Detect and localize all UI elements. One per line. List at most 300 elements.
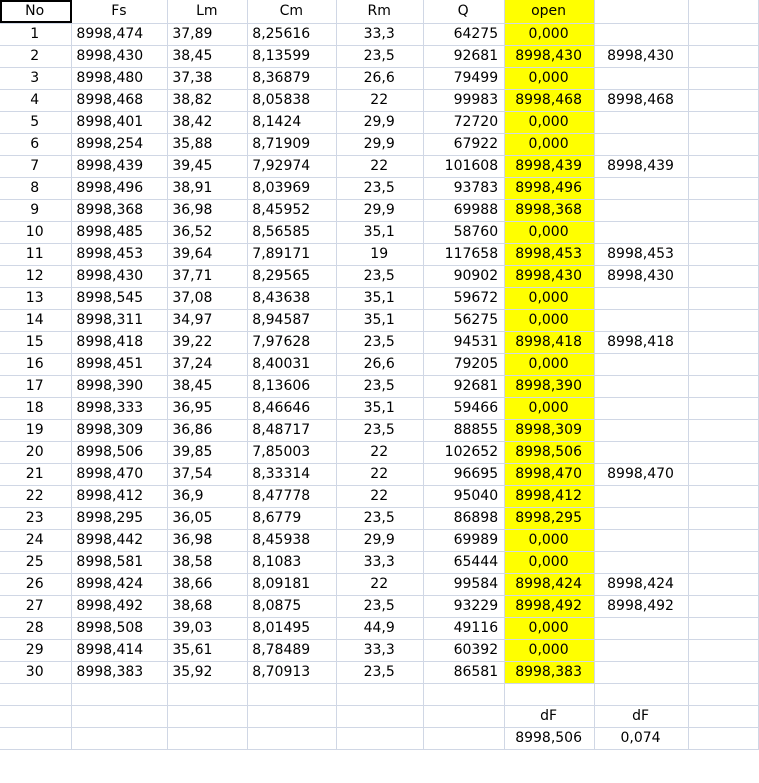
cell-lm[interactable]: 36,95 (168, 397, 248, 419)
cell-fs[interactable]: 8998,383 (72, 661, 168, 683)
cell-empty[interactable] (0, 683, 72, 705)
cell-extra[interactable] (595, 617, 689, 639)
cell-extra[interactable] (595, 133, 689, 155)
cell-blank[interactable] (689, 133, 759, 155)
cell-lm[interactable]: 37,38 (168, 67, 248, 89)
cell-no[interactable]: 9 (0, 199, 72, 221)
cell-blank[interactable] (689, 199, 759, 221)
cell-extra[interactable] (595, 551, 689, 573)
cell-open[interactable]: 8998,468 (505, 89, 595, 111)
cell-fs[interactable]: 8998,309 (72, 419, 168, 441)
cell-open[interactable]: 0,000 (505, 23, 595, 45)
cell-rm[interactable]: 29,9 (337, 133, 424, 155)
cell-q[interactable]: 90902 (424, 265, 505, 287)
cell-lm[interactable]: 39,22 (168, 331, 248, 353)
cell-fs[interactable]: 8998,430 (72, 45, 168, 67)
cell-fs[interactable]: 8998,442 (72, 529, 168, 551)
cell-no[interactable]: 23 (0, 507, 72, 529)
cell-extra[interactable]: 8998,418 (595, 331, 689, 353)
cell-cm[interactable]: 8,71909 (248, 133, 337, 155)
cell-fs[interactable]: 8998,424 (72, 573, 168, 595)
cell-lm[interactable]: 38,82 (168, 89, 248, 111)
cell-fs[interactable]: 8998,390 (72, 375, 168, 397)
cell-empty[interactable] (248, 727, 337, 749)
cell-empty[interactable] (424, 705, 505, 727)
cell-open[interactable]: 8998,383 (505, 661, 595, 683)
cell-blank[interactable] (689, 265, 759, 287)
cell-no[interactable]: 13 (0, 287, 72, 309)
cell-extra[interactable] (595, 353, 689, 375)
cell-fs[interactable]: 8998,295 (72, 507, 168, 529)
cell-cm[interactable]: 8,6779 (248, 507, 337, 529)
cell-fs[interactable]: 8998,492 (72, 595, 168, 617)
cell-q[interactable]: 102652 (424, 441, 505, 463)
cell-open[interactable]: 0,000 (505, 133, 595, 155)
cell-rm[interactable]: 23,5 (337, 177, 424, 199)
cell-blank[interactable] (689, 45, 759, 67)
cell-open[interactable]: 0,000 (505, 287, 595, 309)
cell-rm[interactable]: 23,5 (337, 661, 424, 683)
cell-rm[interactable]: 22 (337, 485, 424, 507)
cell-extra[interactable]: 8998,439 (595, 155, 689, 177)
cell-extra[interactable] (595, 67, 689, 89)
cell-extra[interactable] (595, 287, 689, 309)
cell-no[interactable]: 29 (0, 639, 72, 661)
cell-blank[interactable] (689, 67, 759, 89)
cell-rm[interactable]: 23,5 (337, 331, 424, 353)
cell-blank[interactable] (689, 287, 759, 309)
cell-q[interactable]: 92681 (424, 375, 505, 397)
cell-rm[interactable]: 26,6 (337, 353, 424, 375)
cell-extra[interactable] (595, 529, 689, 551)
cell-lm[interactable]: 37,89 (168, 23, 248, 45)
cell-cm[interactable]: 7,97628 (248, 331, 337, 353)
cell-cm[interactable]: 8,70913 (248, 661, 337, 683)
cell-open[interactable]: 8998,390 (505, 375, 595, 397)
cell-empty[interactable] (168, 705, 248, 727)
cell-no[interactable]: 1 (0, 23, 72, 45)
cell-q[interactable]: 79499 (424, 67, 505, 89)
cell-rm[interactable]: 33,3 (337, 23, 424, 45)
cell-no[interactable]: 15 (0, 331, 72, 353)
cell-blank[interactable] (689, 177, 759, 199)
cell-open[interactable]: 8998,412 (505, 485, 595, 507)
cell-cm[interactable]: 8,45952 (248, 199, 337, 221)
cell-blank[interactable] (689, 551, 759, 573)
cell-extra[interactable] (595, 661, 689, 683)
cell-empty[interactable] (689, 727, 759, 749)
cell-open[interactable]: 0,000 (505, 397, 595, 419)
cell-rm[interactable]: 22 (337, 89, 424, 111)
cell-lm[interactable]: 36,52 (168, 221, 248, 243)
header-cell-open[interactable]: open (505, 0, 595, 23)
cell-extra[interactable] (595, 397, 689, 419)
cell-lm[interactable]: 37,54 (168, 463, 248, 485)
cell-blank[interactable] (689, 89, 759, 111)
cell-open[interactable]: 8998,439 (505, 155, 595, 177)
cell-extra[interactable]: 8998,468 (595, 89, 689, 111)
cell-rm[interactable]: 23,5 (337, 45, 424, 67)
cell-blank[interactable] (689, 397, 759, 419)
cell-no[interactable]: 4 (0, 89, 72, 111)
cell-blank[interactable] (689, 661, 759, 683)
cell-lm[interactable]: 38,68 (168, 595, 248, 617)
cell-lm[interactable]: 36,86 (168, 419, 248, 441)
cell-cm[interactable]: 8,03969 (248, 177, 337, 199)
summary-value-open[interactable]: 8998,506 (505, 727, 595, 749)
cell-extra[interactable] (595, 309, 689, 331)
cell-lm[interactable]: 37,24 (168, 353, 248, 375)
cell-rm[interactable]: 44,9 (337, 617, 424, 639)
cell-cm[interactable]: 8,78489 (248, 639, 337, 661)
cell-cm[interactable]: 8,1083 (248, 551, 337, 573)
cell-rm[interactable]: 26,6 (337, 67, 424, 89)
cell-open[interactable]: 0,000 (505, 529, 595, 551)
cell-no[interactable]: 28 (0, 617, 72, 639)
cell-open[interactable]: 8998,470 (505, 463, 595, 485)
cell-q[interactable]: 101608 (424, 155, 505, 177)
cell-open[interactable]: 8998,430 (505, 265, 595, 287)
cell-rm[interactable]: 29,9 (337, 199, 424, 221)
cell-open[interactable]: 0,000 (505, 67, 595, 89)
cell-q[interactable]: 64275 (424, 23, 505, 45)
cell-q[interactable]: 88855 (424, 419, 505, 441)
cell-cm[interactable]: 8,05838 (248, 89, 337, 111)
cell-q[interactable]: 94531 (424, 331, 505, 353)
cell-q[interactable]: 72720 (424, 111, 505, 133)
cell-extra[interactable]: 8998,424 (595, 573, 689, 595)
cell-lm[interactable]: 38,42 (168, 111, 248, 133)
cell-extra[interactable] (595, 375, 689, 397)
cell-lm[interactable]: 36,05 (168, 507, 248, 529)
cell-fs[interactable]: 8998,453 (72, 243, 168, 265)
cell-blank[interactable] (689, 463, 759, 485)
cell-empty[interactable] (505, 683, 595, 705)
header-cell-rm[interactable]: Rm (337, 0, 424, 23)
cell-cm[interactable]: 7,89171 (248, 243, 337, 265)
cell-extra[interactable] (595, 419, 689, 441)
cell-q[interactable]: 79205 (424, 353, 505, 375)
cell-blank[interactable] (689, 507, 759, 529)
cell-fs[interactable]: 8998,468 (72, 89, 168, 111)
cell-fs[interactable]: 8998,254 (72, 133, 168, 155)
cell-rm[interactable]: 22 (337, 441, 424, 463)
cell-q[interactable]: 99584 (424, 573, 505, 595)
cell-q[interactable]: 69989 (424, 529, 505, 551)
cell-no[interactable]: 3 (0, 67, 72, 89)
cell-lm[interactable]: 38,58 (168, 551, 248, 573)
cell-cm[interactable]: 8,45938 (248, 529, 337, 551)
cell-rm[interactable]: 23,5 (337, 265, 424, 287)
cell-empty[interactable] (337, 683, 424, 705)
cell-blank[interactable] (689, 23, 759, 45)
cell-no[interactable]: 18 (0, 397, 72, 419)
cell-q[interactable]: 93229 (424, 595, 505, 617)
cell-no[interactable]: 25 (0, 551, 72, 573)
cell-q[interactable]: 58760 (424, 221, 505, 243)
cell-open[interactable]: 8998,418 (505, 331, 595, 353)
cell-extra[interactable] (595, 639, 689, 661)
cell-blank[interactable] (689, 331, 759, 353)
cell-blank[interactable] (689, 617, 759, 639)
cell-no[interactable]: 12 (0, 265, 72, 287)
cell-no[interactable]: 26 (0, 573, 72, 595)
cell-blank[interactable] (689, 309, 759, 331)
cell-blank[interactable] (689, 221, 759, 243)
cell-fs[interactable]: 8998,545 (72, 287, 168, 309)
header-cell-blank[interactable] (689, 0, 759, 23)
cell-rm[interactable]: 23,5 (337, 595, 424, 617)
cell-empty[interactable] (0, 705, 72, 727)
cell-empty[interactable] (72, 727, 168, 749)
cell-no[interactable]: 22 (0, 485, 72, 507)
cell-blank[interactable] (689, 155, 759, 177)
header-cell-q[interactable]: Q (424, 0, 505, 23)
cell-no[interactable]: 7 (0, 155, 72, 177)
cell-extra[interactable] (595, 441, 689, 463)
cell-empty[interactable] (337, 705, 424, 727)
cell-open[interactable]: 0,000 (505, 617, 595, 639)
cell-extra[interactable] (595, 221, 689, 243)
cell-rm[interactable]: 35,1 (337, 309, 424, 331)
cell-fs[interactable]: 8998,451 (72, 353, 168, 375)
cell-cm[interactable]: 8,36879 (248, 67, 337, 89)
cell-fs[interactable]: 8998,581 (72, 551, 168, 573)
cell-open[interactable]: 8998,424 (505, 573, 595, 595)
cell-lm[interactable]: 35,88 (168, 133, 248, 155)
cell-no[interactable]: 2 (0, 45, 72, 67)
cell-q[interactable]: 117658 (424, 243, 505, 265)
cell-extra[interactable]: 8998,453 (595, 243, 689, 265)
cell-rm[interactable]: 22 (337, 155, 424, 177)
cell-open[interactable]: 8998,309 (505, 419, 595, 441)
cell-fs[interactable]: 8998,368 (72, 199, 168, 221)
cell-q[interactable]: 59466 (424, 397, 505, 419)
cell-fs[interactable]: 8998,412 (72, 485, 168, 507)
cell-no[interactable]: 8 (0, 177, 72, 199)
cell-blank[interactable] (689, 639, 759, 661)
header-cell-no[interactable]: No (0, 0, 72, 23)
cell-fs[interactable]: 8998,401 (72, 111, 168, 133)
cell-cm[interactable]: 8,01495 (248, 617, 337, 639)
cell-open[interactable]: 8998,295 (505, 507, 595, 529)
cell-cm[interactable]: 8,47778 (248, 485, 337, 507)
cell-fs[interactable]: 8998,430 (72, 265, 168, 287)
cell-extra[interactable]: 8998,470 (595, 463, 689, 485)
cell-rm[interactable]: 22 (337, 463, 424, 485)
cell-fs[interactable]: 8998,418 (72, 331, 168, 353)
cell-extra[interactable] (595, 23, 689, 45)
header-cell-extra[interactable] (595, 0, 689, 23)
cell-open[interactable]: 0,000 (505, 111, 595, 133)
cell-empty[interactable] (248, 683, 337, 705)
cell-open[interactable]: 0,000 (505, 353, 595, 375)
cell-q[interactable]: 59672 (424, 287, 505, 309)
cell-empty[interactable] (168, 727, 248, 749)
cell-open[interactable]: 8998,492 (505, 595, 595, 617)
cell-extra[interactable] (595, 507, 689, 529)
cell-no[interactable]: 11 (0, 243, 72, 265)
cell-rm[interactable]: 19 (337, 243, 424, 265)
cell-no[interactable]: 27 (0, 595, 72, 617)
cell-rm[interactable]: 23,5 (337, 375, 424, 397)
cell-cm[interactable]: 8,43638 (248, 287, 337, 309)
cell-rm[interactable]: 29,9 (337, 529, 424, 551)
cell-blank[interactable] (689, 419, 759, 441)
cell-q[interactable]: 86581 (424, 661, 505, 683)
cell-open[interactable]: 8998,506 (505, 441, 595, 463)
cell-q[interactable]: 56275 (424, 309, 505, 331)
summary-label-extra[interactable]: dF (595, 705, 689, 727)
cell-q[interactable]: 93783 (424, 177, 505, 199)
cell-fs[interactable]: 8998,474 (72, 23, 168, 45)
cell-fs[interactable]: 8998,439 (72, 155, 168, 177)
cell-no[interactable]: 14 (0, 309, 72, 331)
cell-fs[interactable]: 8998,333 (72, 397, 168, 419)
cell-lm[interactable]: 39,03 (168, 617, 248, 639)
cell-empty[interactable] (689, 683, 759, 705)
header-cell-fs[interactable]: Fs (72, 0, 168, 23)
cell-fs[interactable]: 8998,311 (72, 309, 168, 331)
cell-empty[interactable] (168, 683, 248, 705)
cell-cm[interactable]: 8,09181 (248, 573, 337, 595)
cell-open[interactable]: 0,000 (505, 551, 595, 573)
cell-no[interactable]: 6 (0, 133, 72, 155)
cell-rm[interactable]: 29,9 (337, 111, 424, 133)
cell-open[interactable]: 0,000 (505, 639, 595, 661)
cell-cm[interactable]: 8,13599 (248, 45, 337, 67)
cell-lm[interactable]: 36,98 (168, 199, 248, 221)
cell-rm[interactable]: 33,3 (337, 551, 424, 573)
cell-lm[interactable]: 38,66 (168, 573, 248, 595)
cell-q[interactable]: 95040 (424, 485, 505, 507)
cell-no[interactable]: 30 (0, 661, 72, 683)
cell-cm[interactable]: 8,0875 (248, 595, 337, 617)
cell-rm[interactable]: 33,3 (337, 639, 424, 661)
cell-blank[interactable] (689, 375, 759, 397)
cell-q[interactable]: 69988 (424, 199, 505, 221)
cell-rm[interactable]: 22 (337, 573, 424, 595)
cell-q[interactable]: 99983 (424, 89, 505, 111)
cell-rm[interactable]: 35,1 (337, 287, 424, 309)
cell-lm[interactable]: 34,97 (168, 309, 248, 331)
cell-empty[interactable] (595, 683, 689, 705)
cell-empty[interactable] (72, 683, 168, 705)
cell-empty[interactable] (337, 727, 424, 749)
cell-rm[interactable]: 23,5 (337, 507, 424, 529)
cell-lm[interactable]: 36,9 (168, 485, 248, 507)
cell-open[interactable]: 0,000 (505, 309, 595, 331)
cell-extra[interactable] (595, 485, 689, 507)
cell-open[interactable]: 8998,496 (505, 177, 595, 199)
cell-blank[interactable] (689, 573, 759, 595)
cell-fs[interactable]: 8998,508 (72, 617, 168, 639)
cell-cm[interactable]: 8,46646 (248, 397, 337, 419)
cell-empty[interactable] (72, 705, 168, 727)
cell-lm[interactable]: 39,64 (168, 243, 248, 265)
cell-fs[interactable]: 8998,480 (72, 67, 168, 89)
cell-lm[interactable]: 35,92 (168, 661, 248, 683)
cell-rm[interactable]: 35,1 (337, 221, 424, 243)
cell-fs[interactable]: 8998,496 (72, 177, 168, 199)
cell-rm[interactable]: 23,5 (337, 419, 424, 441)
cell-empty[interactable] (0, 727, 72, 749)
cell-q[interactable]: 49116 (424, 617, 505, 639)
cell-open[interactable]: 0,000 (505, 221, 595, 243)
cell-cm[interactable]: 8,25616 (248, 23, 337, 45)
cell-q[interactable]: 92681 (424, 45, 505, 67)
cell-lm[interactable]: 35,61 (168, 639, 248, 661)
cell-cm[interactable]: 7,92974 (248, 155, 337, 177)
cell-blank[interactable] (689, 529, 759, 551)
cell-no[interactable]: 20 (0, 441, 72, 463)
cell-extra[interactable]: 8998,430 (595, 265, 689, 287)
cell-no[interactable]: 17 (0, 375, 72, 397)
cell-blank[interactable] (689, 595, 759, 617)
cell-empty[interactable] (424, 683, 505, 705)
cell-fs[interactable]: 8998,485 (72, 221, 168, 243)
cell-q[interactable]: 96695 (424, 463, 505, 485)
cell-blank[interactable] (689, 353, 759, 375)
cell-extra[interactable] (595, 177, 689, 199)
cell-cm[interactable]: 8,1424 (248, 111, 337, 133)
cell-open[interactable]: 8998,430 (505, 45, 595, 67)
cell-lm[interactable]: 38,45 (168, 375, 248, 397)
cell-fs[interactable]: 8998,506 (72, 441, 168, 463)
cell-cm[interactable]: 7,85003 (248, 441, 337, 463)
cell-open[interactable]: 8998,453 (505, 243, 595, 265)
cell-extra[interactable]: 8998,430 (595, 45, 689, 67)
cell-blank[interactable] (689, 485, 759, 507)
cell-empty[interactable] (689, 705, 759, 727)
cell-lm[interactable]: 38,91 (168, 177, 248, 199)
cell-no[interactable]: 10 (0, 221, 72, 243)
cell-cm[interactable]: 8,29565 (248, 265, 337, 287)
header-cell-lm[interactable]: Lm (168, 0, 248, 23)
cell-q[interactable]: 67922 (424, 133, 505, 155)
cell-lm[interactable]: 39,45 (168, 155, 248, 177)
cell-lm[interactable]: 37,08 (168, 287, 248, 309)
cell-fs[interactable]: 8998,470 (72, 463, 168, 485)
cell-q[interactable]: 65444 (424, 551, 505, 573)
cell-cm[interactable]: 8,94587 (248, 309, 337, 331)
cell-lm[interactable]: 36,98 (168, 529, 248, 551)
cell-no[interactable]: 24 (0, 529, 72, 551)
cell-no[interactable]: 16 (0, 353, 72, 375)
cell-lm[interactable]: 39,85 (168, 441, 248, 463)
cell-empty[interactable] (424, 727, 505, 749)
cell-fs[interactable]: 8998,414 (72, 639, 168, 661)
cell-no[interactable]: 19 (0, 419, 72, 441)
cell-rm[interactable]: 35,1 (337, 397, 424, 419)
cell-open[interactable]: 8998,368 (505, 199, 595, 221)
cell-q[interactable]: 60392 (424, 639, 505, 661)
cell-blank[interactable] (689, 441, 759, 463)
cell-extra[interactable]: 8998,492 (595, 595, 689, 617)
cell-cm[interactable]: 8,33314 (248, 463, 337, 485)
cell-lm[interactable]: 37,71 (168, 265, 248, 287)
summary-value-extra[interactable]: 0,074 (595, 727, 689, 749)
cell-blank[interactable] (689, 111, 759, 133)
cell-extra[interactable] (595, 111, 689, 133)
cell-no[interactable]: 5 (0, 111, 72, 133)
cell-cm[interactable]: 8,13606 (248, 375, 337, 397)
cell-q[interactable]: 86898 (424, 507, 505, 529)
header-cell-cm[interactable]: Cm (248, 0, 337, 23)
cell-extra[interactable] (595, 199, 689, 221)
cell-no[interactable]: 21 (0, 463, 72, 485)
cell-cm[interactable]: 8,56585 (248, 221, 337, 243)
